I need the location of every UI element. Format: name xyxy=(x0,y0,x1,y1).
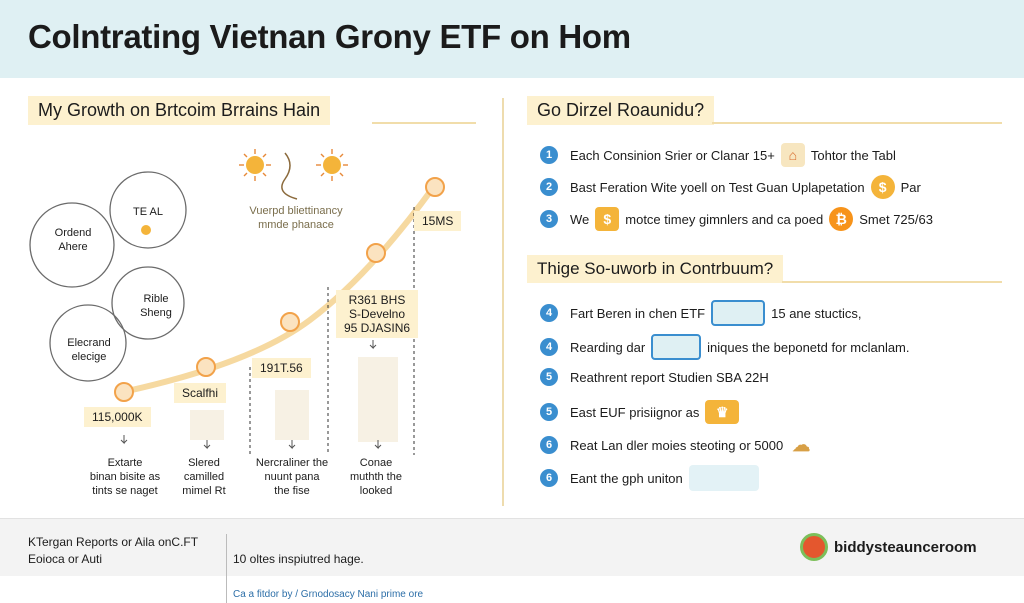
header-band xyxy=(0,0,1024,78)
down-arrow-icon xyxy=(121,435,127,443)
number-badge: 6 xyxy=(540,469,558,487)
circle-label: Ordend Ahere xyxy=(54,227,92,253)
house-icon: ⌂ xyxy=(781,143,805,167)
people-icon xyxy=(651,334,701,360)
brand-logo-icon xyxy=(800,533,828,561)
item-text: Each Consinion Srier or Clanar 15+ xyxy=(570,147,775,163)
logo-scribble-icon xyxy=(689,465,759,491)
item-text: Fart Beren in chen ETF xyxy=(570,305,706,321)
bar-column xyxy=(190,410,224,440)
item-text: Eant the gph uniton xyxy=(570,470,683,486)
sun-icon xyxy=(316,149,348,181)
illustration-caption: Vuerpd bliettinancy mmde phanace xyxy=(249,205,343,231)
circle-label: Elecrand elecige xyxy=(67,337,111,363)
item-text: Rearding dar xyxy=(570,339,646,355)
footer-left-text: KTergan Reports or Aila onC.FT Eoioca or Auti xyxy=(28,535,199,566)
item-text: East EUF prisiignor as xyxy=(570,404,700,420)
sun-icon xyxy=(239,149,271,181)
list-item xyxy=(540,368,769,386)
number-badge: 5 xyxy=(540,403,558,421)
item-tail: Par xyxy=(900,179,921,195)
list-item xyxy=(540,433,819,457)
number-badge: 2 xyxy=(540,178,558,196)
value-label: R361 BHS S-Develno 95 DJASIN6 xyxy=(336,290,418,338)
number-badge: 6 xyxy=(540,436,558,454)
section-two-title: Thige So-uworb in Contrbuum? xyxy=(527,255,783,283)
bottom-label: Nercraliner the nuunt pana the fise xyxy=(255,457,329,497)
value-label: 191T.56 xyxy=(252,358,311,378)
right-title-rule xyxy=(712,122,1002,124)
section-two-rule xyxy=(782,281,1002,283)
curve-node xyxy=(197,358,215,376)
growth-illustration xyxy=(0,135,500,505)
hand-sketch-icon xyxy=(282,153,297,199)
footer-mid-text: 10 oltes inspiutred hage. xyxy=(233,552,364,566)
down-arrow-icon xyxy=(204,440,210,448)
number-badge: 1 xyxy=(540,146,558,164)
brand-name: biddysteaunceroom xyxy=(834,538,977,556)
list-item xyxy=(540,143,896,167)
item-text: Reat Lan dler moies steoting or 5000 xyxy=(570,437,784,453)
brand-block[interactable] xyxy=(800,533,977,561)
bottom-label: Slered camilled mimel Rt xyxy=(182,457,226,497)
trophy-icon: ♛ xyxy=(705,400,739,424)
list-item xyxy=(540,334,910,360)
page-title: Colntrating Vietnan Grony ETF on Hom xyxy=(28,18,631,55)
curve-node xyxy=(426,178,444,196)
curve-node xyxy=(367,244,385,262)
value-label: 115,000K xyxy=(84,407,151,427)
item-text: We xyxy=(570,211,590,227)
item-mid: motce timey gimnlers and ca poed xyxy=(625,211,824,227)
left-title-rule xyxy=(372,122,476,124)
value-label: 15MS xyxy=(414,211,461,231)
footer-mid-block xyxy=(226,534,423,603)
item-text: Bast Feration Wite yoell on Test Guan Uplapetation xyxy=(570,179,865,195)
bar-column xyxy=(275,390,309,440)
list-item xyxy=(540,175,921,199)
item-tail: 15 ane stuctics, xyxy=(771,305,862,321)
cloud-icon: ☁ xyxy=(792,434,811,455)
number-badge: 4 xyxy=(540,338,558,356)
number-badge: 5 xyxy=(540,368,558,386)
item-tail: iniques the beponetd for mclanlam. xyxy=(707,339,910,355)
bar-column xyxy=(358,357,398,442)
number-badge: 3 xyxy=(540,210,558,228)
small-sun-icon xyxy=(141,225,151,235)
left-section-title: My Growth on Brtcoim Brrains Hain xyxy=(28,96,330,125)
item-text: Reathrent report Studien SBA 22H xyxy=(570,369,769,385)
down-arrow-icon xyxy=(289,440,295,448)
item-tail: Smet 725/63 xyxy=(859,211,933,227)
list-item xyxy=(540,300,861,326)
value-label: Scalfhi xyxy=(174,383,226,403)
down-arrow-icon xyxy=(370,340,376,348)
right-section-title: Go Dirzel Roaunidu? xyxy=(527,96,714,125)
number-badge: 4 xyxy=(540,304,558,322)
workers-icon xyxy=(711,300,765,326)
footer-mid-link[interactable]: Ca a fitdor by / Grnodosacy Nani prime ore xyxy=(233,589,424,600)
bottom-label: Conae muthth the looked xyxy=(350,457,402,497)
bitcoin-icon: ₿ xyxy=(829,207,853,231)
list-item xyxy=(540,400,745,424)
bottom-label: Extarte binan bisite as tints se naget xyxy=(89,457,161,497)
phone-coin-icon: $ xyxy=(595,207,619,231)
curve-node xyxy=(115,383,133,401)
section-divider xyxy=(502,98,504,506)
circle-label: TE AL xyxy=(133,206,163,218)
list-item xyxy=(540,207,933,231)
curve-node xyxy=(281,313,299,331)
circle-label: Rible Sheng xyxy=(140,293,172,319)
coin-icon: $ xyxy=(871,175,895,199)
list-item xyxy=(540,465,765,491)
item-tail: Tohtor the Tabl xyxy=(810,147,896,163)
